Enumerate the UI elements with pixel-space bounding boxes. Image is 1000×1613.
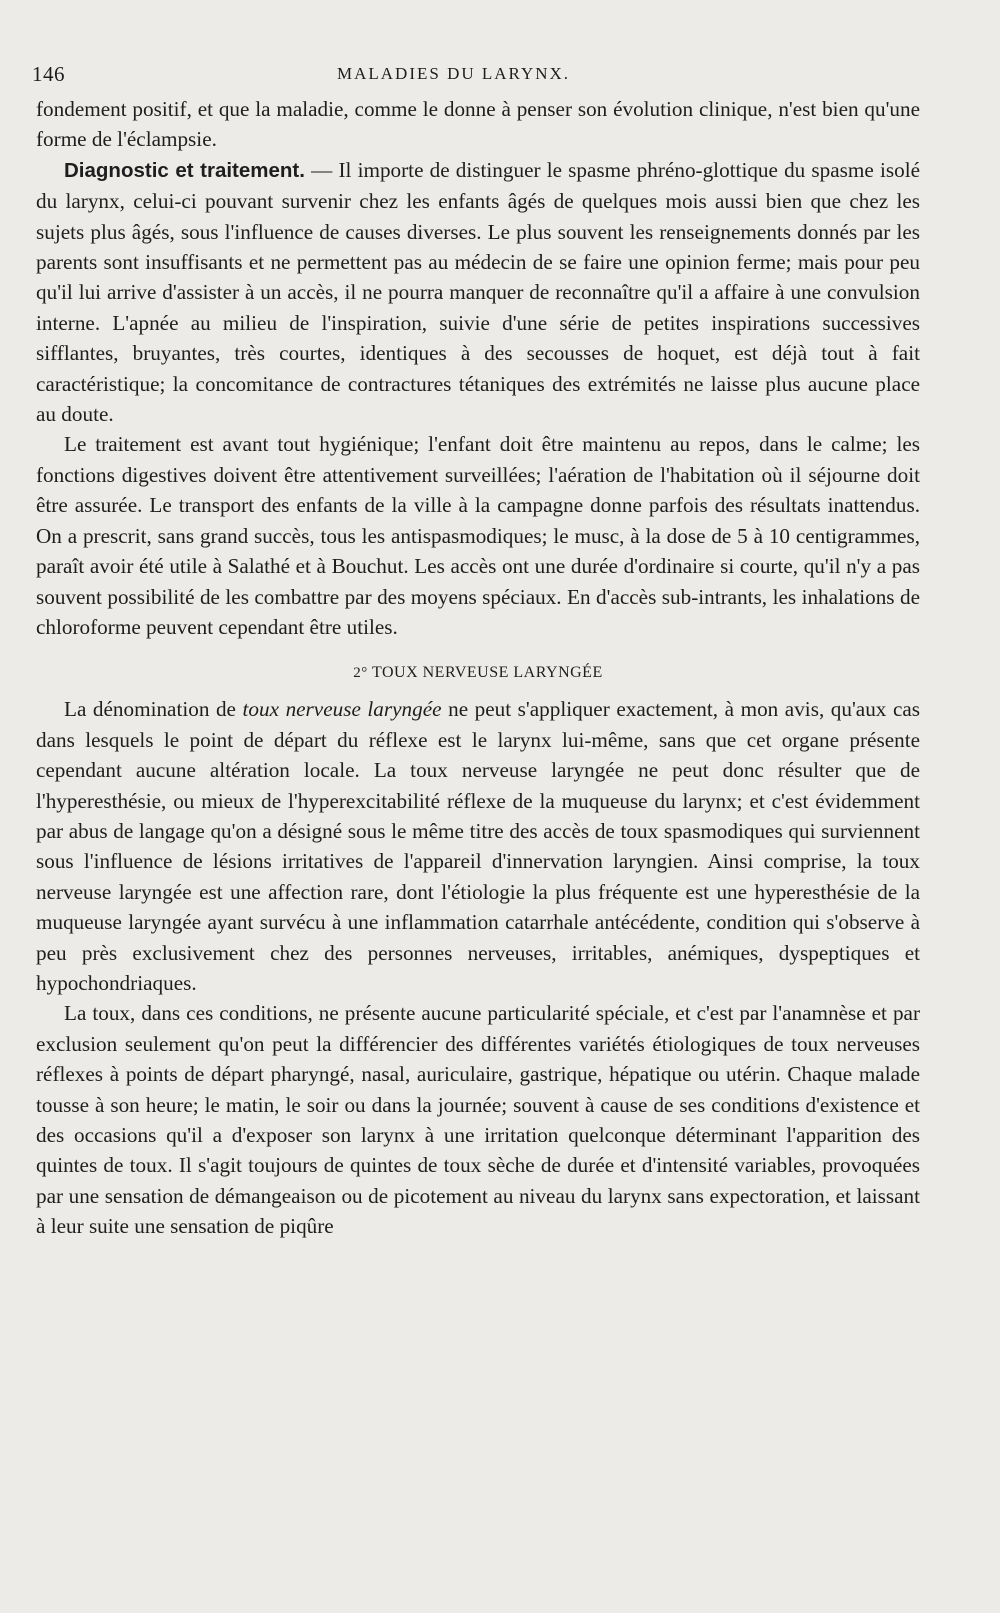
section-heading-diagnostic: Diagnostic et traitement. xyxy=(64,158,305,182)
subheading-toux-nerveuse xyxy=(36,660,920,686)
page-number: 146 xyxy=(32,62,65,86)
paragraph-denomination-pre: La dénomination de xyxy=(64,697,243,722)
paragraph-diagnostic-text: — Il importe de distinguer le spasme phréno-glottique du spasme isolé du larynx, celui-ci pouvant survenir chez les enfants âgés de quelques mois aussi bien que chez les sujets plus âgés, sous l'influence de causes diverses. Le plus souvent les renseignements donnés par les parents sont insuffisants et ne permettent pas au médecin de se faire une opinion ferme; mais pour peu qu'il lui arrive d'assister à un accès, il ne pourra manquer de reconnaître qu'il a affaire à une convulsion interne. L'apnée au milieu de l'inspiration, suivie d'une série de petites inspirations successives sifflantes, bruyantes, très courtes, identiques à des secousses de hoquet, est déjà tout à fait caractéristique; la concomitance de contractures tétaniques des extrémités ne laisse plus aucune place au doute. xyxy=(36,157,920,427)
paragraph-la-toux: La toux, dans ces conditions, ne présente aucune particularité spéciale, et c'est par l'anamnèse et par exclusion seulement qu'on peut la différencier des différentes variétés étiologiques de toux nerveuses réflexes à points de départ pharyngé, nasal, auriculaire, gastrique, hépatique ou utérin. Chaque malade tousse à son heure; le matin, le soir ou dans la journée; souvent à cause de ses conditions d'existence et des occasions qu'il a d'exposer son larynx à une irritation quelconque déterminant l'apparition des quintes de toux. Il s'agit toujours de quintes de toux sèche de durée et d'intensité variables, provoquées par une sensation de démangeaison ou de picotement au niveau du larynx sans expectoration, et laissant à leur suite une sensation de piqûre xyxy=(36,1001,920,1239)
paragraph-denomination xyxy=(36,694,920,998)
running-title: MALADIES DU LARYNX. xyxy=(337,64,571,83)
term-toux-nerveuse: toux nerveuse laryngée xyxy=(242,697,442,722)
paragraph-continuation: fondement positif, et que la maladie, comme le donne à penser son évolution clinique, n'est bien qu'une forme de l'éclampsie. xyxy=(36,97,920,152)
running-head xyxy=(32,62,920,92)
paragraph-diagnostic xyxy=(36,155,920,430)
body-text xyxy=(36,94,920,1242)
subheading-ordinal: 2° xyxy=(353,665,368,682)
subheading-text: TOUX NERVEUSE LARYNGÉE xyxy=(367,664,603,682)
paragraph-traitement: Le traitement est avant tout hygiénique; l'enfant doit être maintenu au repos, dans le calme; les fonctions digestives doivent être attentivement surveillées; l'aération de l'habitation où il séjourne doit être assurée. Le transport des enfants de la ville à la campagne donne parfois des résultats inattendus. On a prescrit, sans grand succès, tous les antispasmodiques; le musc, à la dose de 5 à 10 centigrammes, paraît avoir été utile à Salathé et à Bouchut. Les accès ont une durée d'ordinaire si courte, qu'il n'y a pas souvent possibilité de les combattre par des moyens spéciaux. En d'accès sub-intrants, les inhalations de chloroforme peuvent cependant être utiles. xyxy=(36,432,920,639)
paragraph-denomination-post: ne peut s'appliquer exactement, à mon avis, qu'aux cas dans lesquels le point de départ du réflexe est le larynx lui-même, sans que cet organe présente cependant aucune altération locale. La toux nerveuse laryngée ne peut donc résulter que de l'hyperesthésie, ou mieux de l'hyperexcitabilité réflexe de la muqueuse du larynx; et c'est évidemment par abus de langage qu'on a désigné sous le même titre des accès de toux spasmodiques qui surviennent sous l'influence de lésions irritatives de l'appareil d'innervation laryngien. Ainsi comprise, la toux nerveuse laryngée est une affection rare, dont l'étiologie la plus fréquente est une hyperesthésie de la muqueuse laryngée ayant survécu à une inflammation catarrhale antécédente, condition qui s'observe à peu près exclusivement chez des personnes nerveuses, irritables, anémiques, dyspeptiques et hypochondriaques. xyxy=(36,697,920,995)
